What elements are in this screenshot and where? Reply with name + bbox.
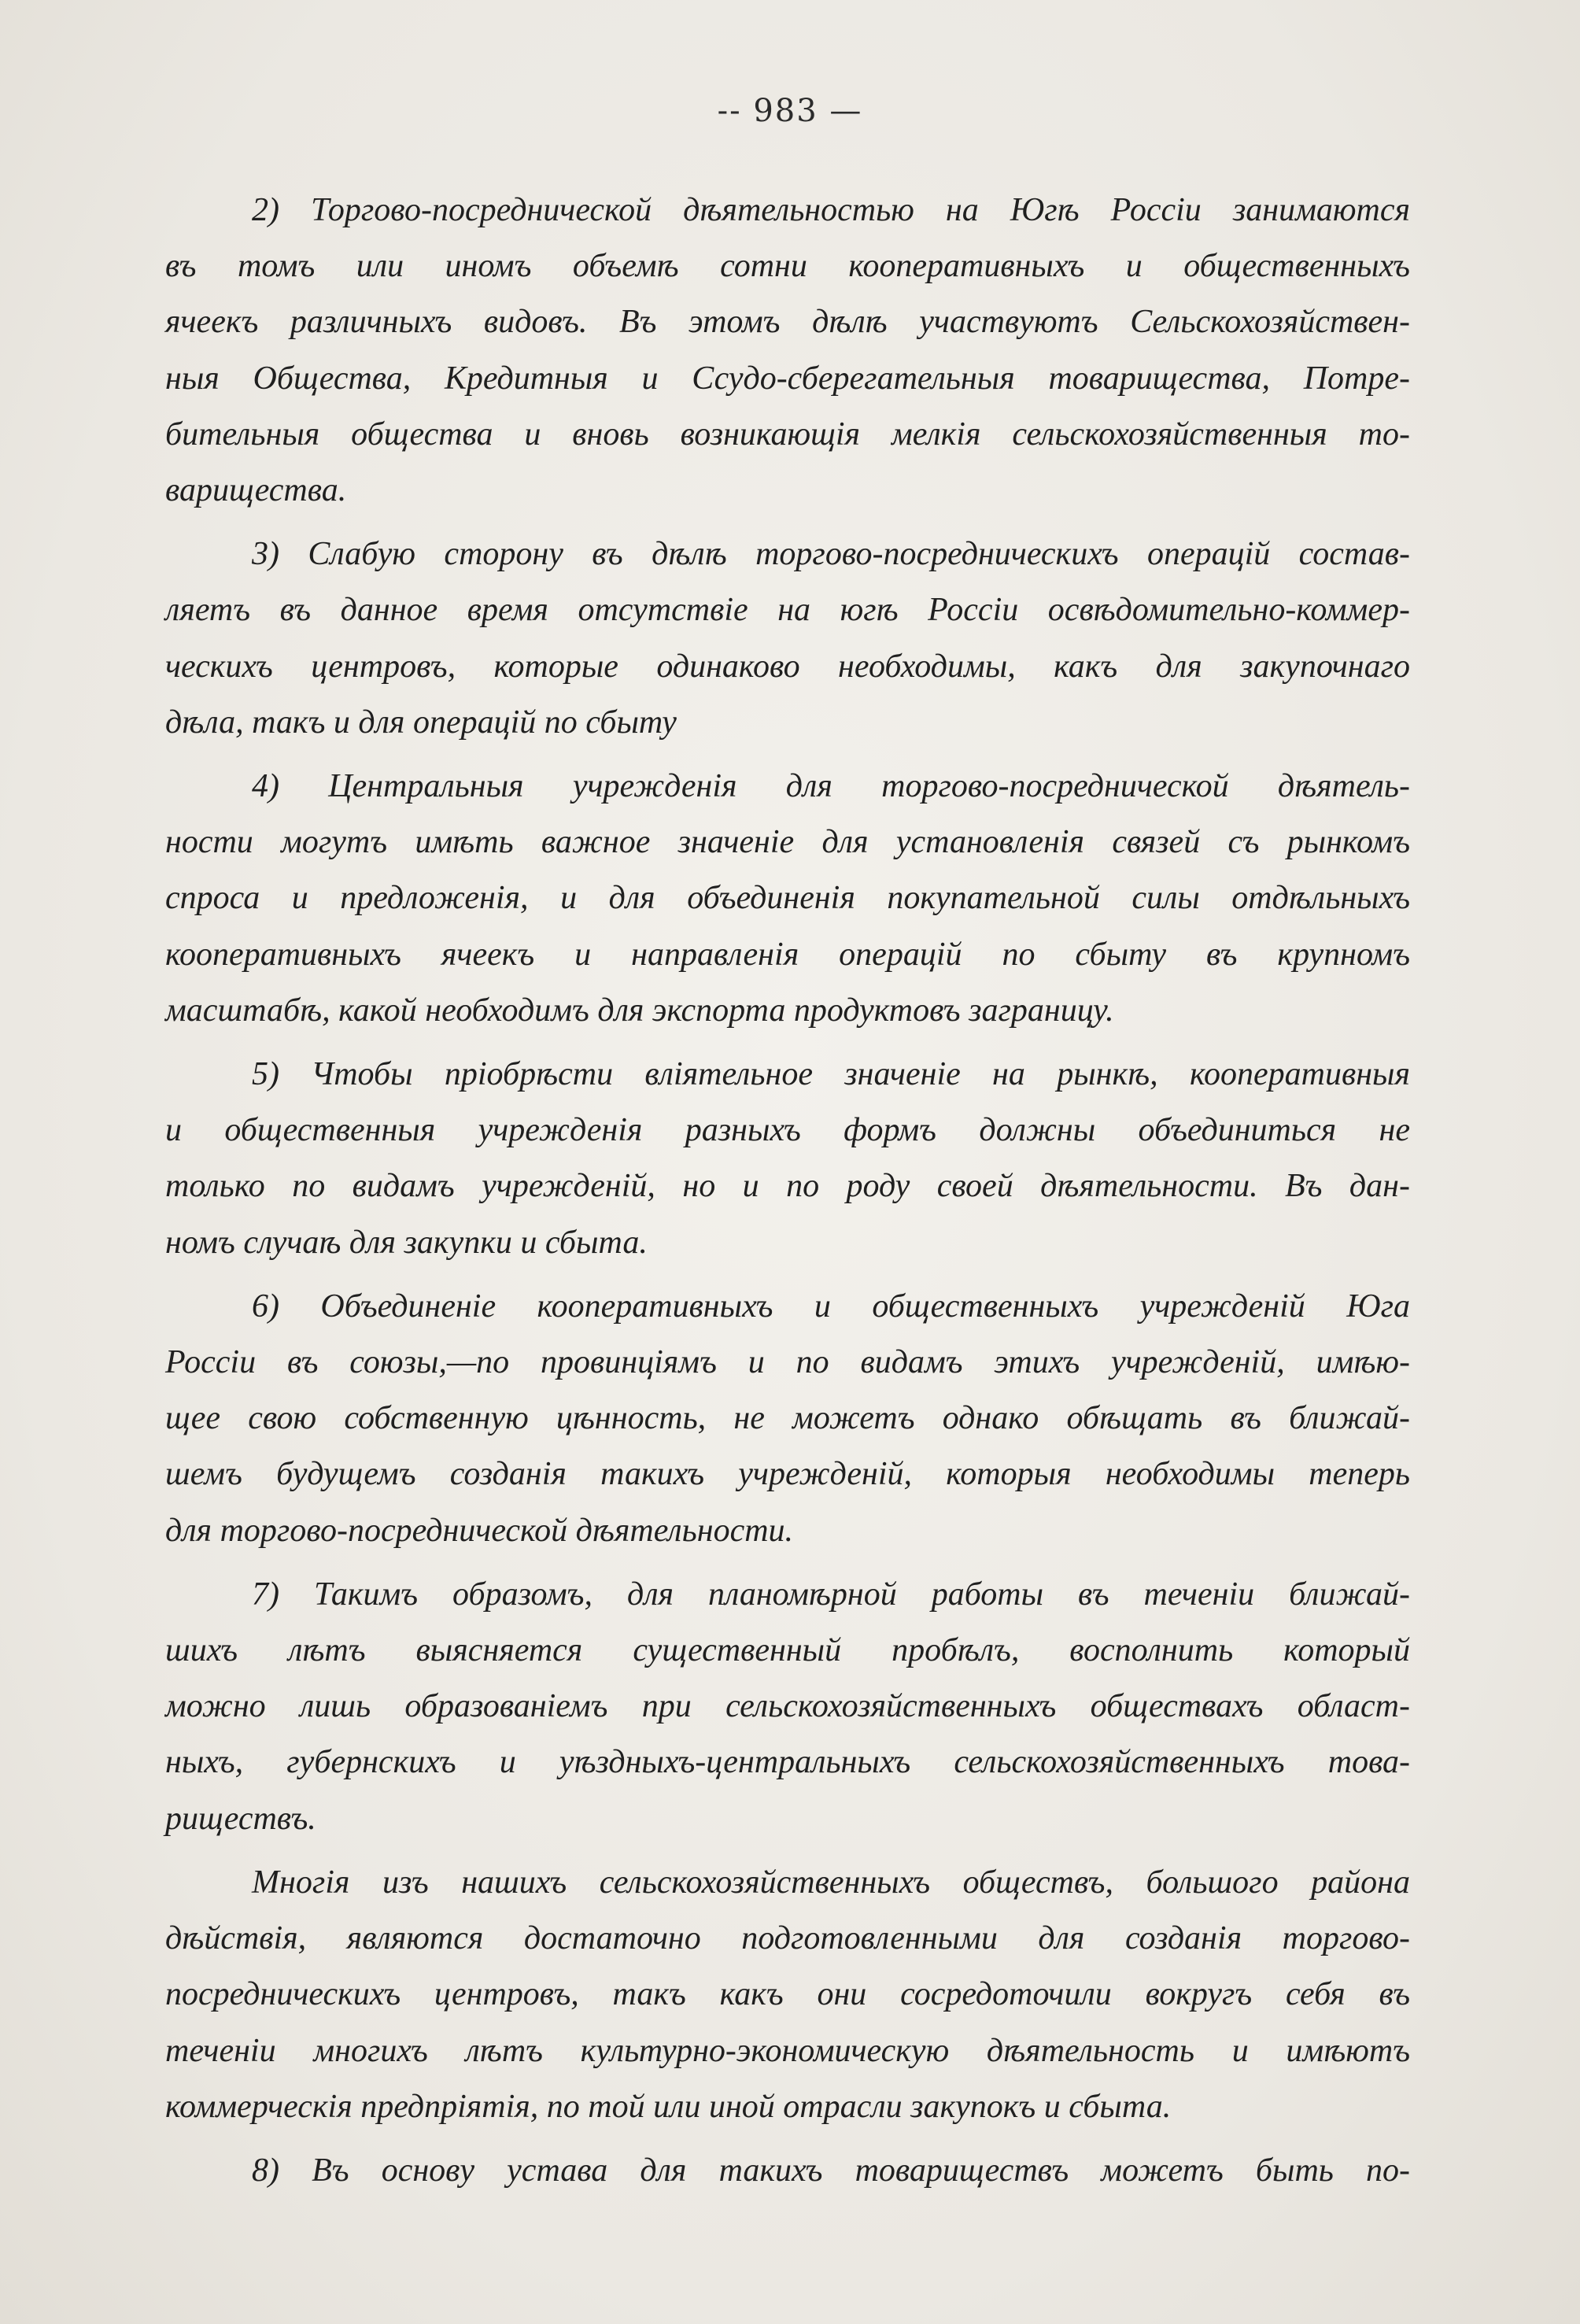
text-line: ческихъ центровъ, которые одинаково необходимы, какъ для закупочнаго	[165, 648, 1410, 685]
text-line: 8) Въ основу устава для такихъ товариществъ можетъ быть по-	[252, 2152, 1410, 2189]
text-line: ляетъ въ данное время отсутствіе на югѣ Россіи освѣдомительно-коммер-	[165, 592, 1410, 629]
text-line: номъ случаѣ для закупки и сбыта.	[165, 1224, 648, 1261]
text-line: варищества.	[165, 472, 347, 509]
text-line: 5) Чтобы пріобрѣсти вліятельное значеніе на рынкѣ, кооперативныя	[252, 1056, 1410, 1093]
text-line: и общественныя учрежденія разныхъ формъ должны объединиться не	[165, 1112, 1410, 1149]
text-line: кооперативныхъ ячеекъ и направленія операцій по сбыту въ крупномъ	[165, 936, 1410, 973]
paragraph-7	[79, 1567, 1410, 1847]
paragraph-2	[79, 183, 1410, 519]
text-line: 6) Объединеніе кооперативныхъ и общественныхъ учрежденій Юга	[252, 1288, 1410, 1325]
text-line: ячеекъ различныхъ видовъ. Въ этомъ дѣлѣ участвуютъ Сельскохозяйствен-	[165, 304, 1410, 341]
text-line: коммерческія предпріятія, по той или иной отрасли закупокъ и сбыта.	[165, 2088, 1172, 2125]
text-line: шихъ лѣтъ выясняется существенный пробѣлъ, восполнить который	[165, 1632, 1410, 1669]
text-line: ныхъ, губернскихъ и уѣздныхъ-центральныхъ сельскохозяйственныхъ това-	[165, 1744, 1410, 1781]
text-line: въ томъ или иномъ объемѣ сотни кооперативныхъ и общественныхъ	[165, 248, 1410, 285]
text-line: спроса и предложенія, и для объединенія покупательной силы отдѣльныхъ	[165, 880, 1410, 917]
paragraph-4	[79, 759, 1410, 1039]
text-line: шемъ будущемъ созданія такихъ учрежденій, которыя необходимы теперь	[165, 1456, 1410, 1493]
paragraph-5	[79, 1047, 1410, 1271]
text-line: масштабѣ, какой необходимъ для экспорта продуктовъ заграницу.	[165, 992, 1114, 1029]
text-line: щее свою собственную цѣнность, не можетъ однако обѣщать въ ближай-	[165, 1400, 1410, 1437]
text-line: 2) Торгово-посреднической дѣятельностью на Югѣ Россіи занимаются	[252, 192, 1410, 228]
text-line: теченіи многихъ лѣтъ культурно-экономическую дѣятельность и имѣютъ	[165, 2032, 1410, 2069]
text-line: ныя Общества, Кредитныя и Ссудо-сберегательныя товарищества, Потре-	[165, 360, 1410, 397]
text-line: 4) Центральныя учрежденія для торгово-посреднической дѣятель-	[252, 768, 1410, 805]
body-text	[79, 183, 1410, 2199]
text-line: риществъ.	[165, 1800, 316, 1837]
text-line: бительныя общества и вновь возникающія мелкія сельскохозяйственныя то-	[165, 416, 1410, 453]
text-line: дѣла, такъ и для операцій по сбыту	[165, 704, 677, 741]
paragraph-3	[79, 527, 1410, 751]
text-line: Многія изъ нашихъ сельскохозяйственныхъ обществъ, большого района	[252, 1864, 1410, 1901]
text-line: 7) Такимъ образомъ, для планомѣрной работы въ теченіи ближай-	[252, 1576, 1410, 1613]
text-line: ности могутъ имѣть важное значеніе для установленія связей съ рынкомъ	[165, 824, 1410, 861]
text-line: для торгово-посреднической дѣятельности.	[165, 1512, 794, 1549]
text-line: дѣйствія, являются достаточно подготовленными для созданія торгово-	[165, 1920, 1410, 1957]
text-line: можно лишь образованіемъ при сельскохозяйственныхъ обществахъ област-	[165, 1688, 1410, 1725]
text-line: 3) Слабую сторону въ дѣлѣ торгово-посредническихъ операцій состав-	[252, 536, 1410, 573]
paragraph-8	[79, 2143, 1410, 2199]
text-line: только по видамъ учрежденій, но и по роду своей дѣятельности. Въ дан-	[165, 1168, 1410, 1205]
page-number: -- 983 —	[717, 93, 863, 129]
text-line: Россіи въ союзы,—по провинціямъ и по видамъ этихъ учрежденій, имѣю-	[165, 1344, 1410, 1381]
paragraph-societies	[79, 1855, 1410, 2135]
paragraph-6	[79, 1279, 1410, 1559]
text-line: посредническихъ центровъ, такъ какъ они сосредоточили вокругъ себя въ	[165, 1976, 1410, 2013]
